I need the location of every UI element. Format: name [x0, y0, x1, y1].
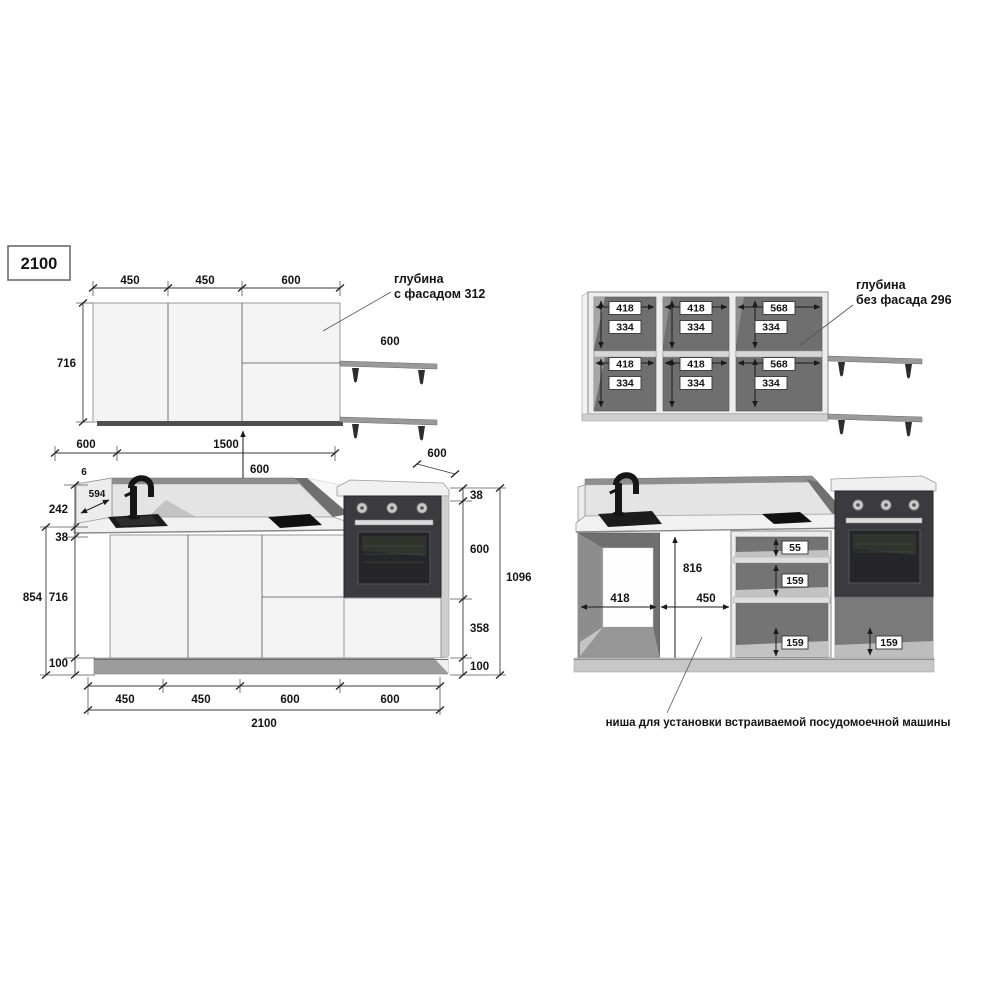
dim-right-counter: 38 — [470, 490, 483, 502]
dim-left-600: 600 — [76, 439, 96, 451]
oven-knob — [853, 500, 863, 510]
upper-depth-note-line1: глубина — [394, 272, 444, 286]
wall-shelves-front — [340, 336, 437, 441]
section1-mid-shelf — [594, 351, 656, 357]
dim-drawer-height: 358 — [470, 623, 490, 635]
plinth-front — [94, 658, 448, 674]
oven-handle-open — [846, 518, 922, 523]
dim-plinth-left: 100 — [48, 658, 68, 670]
section3-mid-shelf — [736, 351, 822, 357]
sink-cabinet-back-opening — [603, 548, 653, 627]
dim-bottom-450-2: 450 — [191, 694, 211, 706]
backsplash-face — [112, 484, 333, 517]
oven-tower-side — [441, 496, 449, 658]
total-width-title-box — [8, 246, 70, 280]
upper-depth-note — [323, 272, 485, 331]
s1-bot-width: 418 — [616, 358, 634, 371]
dim-niche-height: 816 — [683, 563, 703, 575]
dim-oven-drawer-159: 159 — [880, 637, 898, 649]
upper-open-bottom-strip — [582, 414, 828, 421]
dim-upper-width-1: 450 — [120, 275, 140, 287]
upper-open-side-panel — [582, 292, 588, 420]
s2-top-width: 418 — [687, 302, 705, 315]
upper-open-depth-note-line2: без фасада 296 — [856, 293, 952, 307]
dim-niche-width: 450 — [696, 593, 716, 605]
s1-top-width: 418 — [616, 302, 634, 315]
wall-shelves-open — [828, 356, 922, 437]
oven-handle — [355, 520, 433, 525]
total-width-label: 2100 — [20, 255, 58, 273]
dim-right-total: 1096 — [506, 572, 532, 584]
dim-drawer-55: 55 — [789, 542, 801, 554]
upper-cabinet-bottom-shadow — [97, 421, 343, 426]
dim-drawer-159-b: 159 — [786, 637, 804, 649]
dim-plinth-right: 100 — [470, 661, 490, 673]
oven-knob — [417, 503, 427, 513]
dim-upper-width-3: 600 — [281, 275, 301, 287]
base-cabinets-front-view — [23, 431, 532, 730]
dim-bottom-450-1: 450 — [115, 694, 135, 706]
backsplash-face-open — [585, 482, 842, 516]
s2-top-height: 334 — [687, 321, 705, 334]
niche-caption-text: ниша для установки встраиваемой посудомоечной машины — [605, 717, 951, 729]
dim-total-width: 2100 — [251, 718, 277, 730]
s2-bot-width: 418 — [687, 358, 705, 371]
oven-tower-counter — [337, 480, 449, 496]
dim-1500: 1500 — [213, 439, 239, 451]
oven-tower-front — [337, 480, 449, 658]
plinth-open — [574, 658, 934, 672]
base-cabinets-open-view — [574, 475, 951, 729]
dim-upper-width-2: 450 — [195, 275, 215, 287]
s3-top-width: 568 — [770, 302, 788, 315]
oven-knob — [387, 503, 397, 513]
dim-splash-thickness: 6 — [81, 467, 87, 478]
wall-shelf-bottom — [340, 417, 437, 425]
upper-cabinets-front-view — [57, 272, 486, 441]
s1-top-height: 334 — [616, 321, 634, 334]
s3-top-height: 334 — [762, 321, 780, 334]
dim-side-depth: 594 — [88, 489, 106, 500]
right-dimension-chain — [450, 485, 532, 679]
dim-upper-height: 716 — [56, 358, 76, 370]
drawer-cabinet-open — [731, 531, 831, 658]
drawer-divider-2 — [733, 597, 830, 603]
upper-cabinet-body — [93, 303, 343, 426]
dim-oven-depth-600: 600 — [427, 448, 447, 460]
oven-knob — [909, 500, 919, 510]
dim-sink-inner-width: 418 — [610, 593, 630, 605]
dim-oven-height: 600 — [470, 544, 490, 556]
dim-splash-height: 242 — [48, 504, 68, 516]
bottom-dimension-rows — [84, 677, 444, 730]
sink-cabinet-open — [578, 533, 660, 658]
dim-bottom-600-1: 600 — [280, 694, 300, 706]
dim-shelf-width: 600 — [380, 336, 400, 348]
s3-bot-height: 334 — [762, 377, 780, 390]
oven-knob — [357, 503, 367, 513]
upper-depth-note-line2: с фасадом 312 — [394, 287, 486, 301]
upper-top-dimension — [89, 275, 344, 296]
oven-tower-open — [831, 476, 936, 658]
s3-bot-width: 568 — [770, 358, 788, 371]
base-cabinet-body — [110, 535, 345, 658]
upper-height-dimension — [57, 300, 96, 426]
oven-knob — [881, 500, 891, 510]
dim-counter-thickness: 38 — [55, 532, 68, 544]
oven-tower-counter-open — [831, 476, 936, 491]
s1-bot-height: 334 — [616, 377, 634, 390]
wall-shelf-top — [340, 361, 437, 369]
dim-base-total: 854 — [22, 592, 42, 604]
dim-bottom-600-2: 600 — [380, 694, 400, 706]
upper-cabinets-open-view — [582, 278, 952, 437]
base-cabinet-fronts — [110, 535, 345, 658]
section2-mid-shelf — [663, 351, 729, 357]
oven-lower-drawer-front — [344, 598, 441, 658]
drawer-divider-1 — [733, 557, 830, 563]
upper-cabinet-front — [93, 303, 340, 422]
s2-bot-height: 334 — [687, 377, 705, 390]
dim-door-height: 716 — [48, 592, 68, 604]
dim-gap-600: 600 — [250, 464, 270, 476]
upper-open-depth-note-line1: глубина — [856, 278, 906, 292]
dim-drawer-159-a: 159 — [786, 575, 804, 587]
